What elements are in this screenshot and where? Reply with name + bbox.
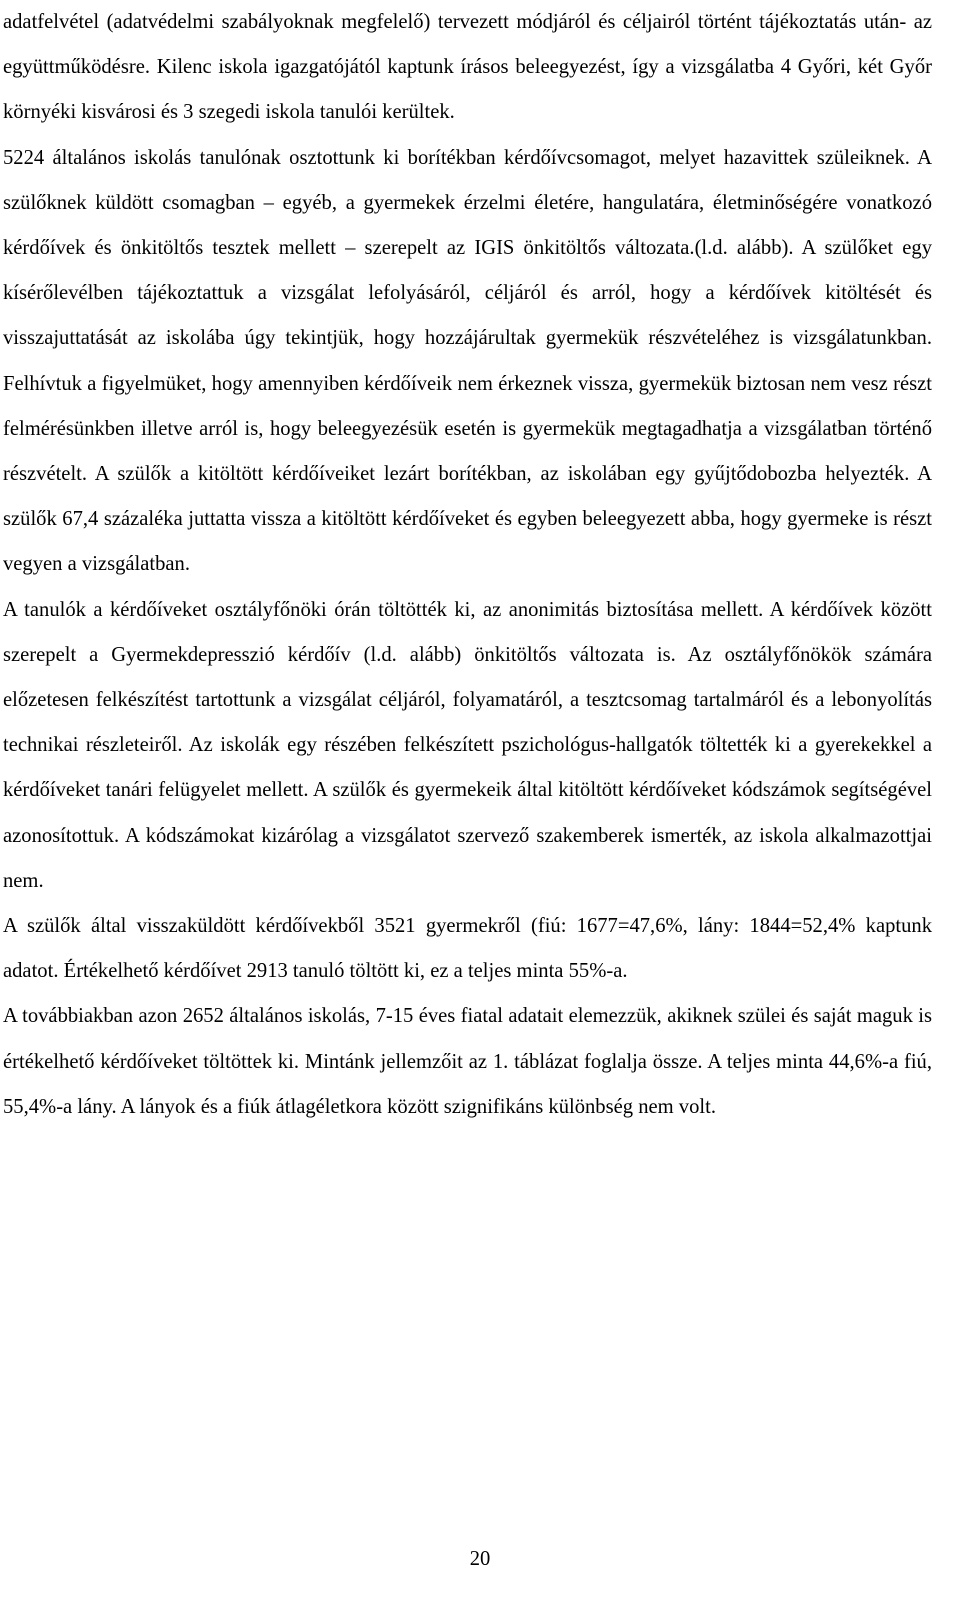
paragraph-4: A szülők által visszaküldött kérdőívekből 3521 gyermekről (fiú: 1677=47,6%, lány: 1844=52,4% kaptunk adatot. Értékelhető kérdőívet 2913 tanuló töltött ki, ez a teljes minta 55%-a. [3, 915, 932, 983]
body-text [3, 0, 932, 1130]
page-number: 20 [469, 1548, 491, 1570]
paragraph-5: A továbbiakban azon 2652 általános iskolás, 7-15 éves fiatal adatait elemezzük, akiknek szülei és saját maguk is értékelhető kérdőíveket töltöttek ki. Mintánk jellemzőit az 1. táblázat foglalja össze. A teljes minta 44,6%-a fiú, 55,4%-a lány. A lányok és a fiúk átlagéletkora között szignifikáns különbség nem volt. [3, 1005, 932, 1118]
paragraph-3: A tanulók a kérdőíveket osztályfőnöki órán töltötték ki, az anonimitás biztosítása mellett. A kérdőívek között szerepelt a Gyermekdepresszió kérdőív (l.d. alább) önkitöltős változata is. Az osztályfőnökök számára előzetesen felkészítést tartottunk a vizsgálat céljáról, folyamatáról, a tesztcsomag tartalmáról és a lebonyolítás technikai részleteiről. Az iskolák egy részében felkészített pszichológus-hallgatók töltették ki a gyerekekkel a kérdőíveket tanári felügyelet mellett. A szülők és gyermekeik által kitöltött kérdőíveket kódszámok segítségével azonosítottuk. A kódszámokat kizárólag a vizsgálatot szervező szakemberek ismerték, az iskola alkalmazottjai nem. [3, 598, 932, 892]
paragraph-2: 5224 általános iskolás tanulónak osztottunk ki borítékban kérdőívcsomagot, melyet hazavittek szüleiknek. A szülőknek küldött csomagban – egyéb, a gyermekek érzelmi életére, hangulatára, életminőségére vonatkozó kérdőívek és önkitöltős tesztek mellett – szerepelt az IGIS önkitöltős változata.(l.d. alább). A szülőket egy kísérőlevélben tájékoztattuk a vizsgálat lefolyásáról, céljáról és arról, hogy a kérdőívek kitöltését és visszajuttatását az iskolába úgy tekintjük, hogy hozzájárultak gyermekük részvételéhez is vizsgálatunkban. Felhívtuk a figyelmüket, hogy amennyiben kérdőíveik nem érkeznek vissza, gyermekük biztosan nem vesz részt felmérésünkben illetve arról is, hogy beleegyezésük esetén is gyermekük megtagadhatja a vizsgálatban történő részvételt. A szülők a kitöltött kérdőíveiket lezárt borítékban, az iskolában egy gyűjtődobozba helyezték. A szülők 67,4 százaléka juttatta vissza a kitöltött kérdőíveket és egyben beleegyezett abba, hogy gyermeke is részt vegyen a vizsgálatban. [3, 146, 932, 576]
paragraph-1: adatfelvétel (adatvédelmi szabályoknak megfelelő) tervezett módjáról és céljairól történt tájékoztatás után- az együttműködésre. Kilenc iskola igazgatójától kaptunk írásos beleegyezést, így a vizsgálatba 4 Győri, két Győr környéki kisvárosi és 3 szegedi iskola tanulói kerültek. [3, 11, 932, 124]
